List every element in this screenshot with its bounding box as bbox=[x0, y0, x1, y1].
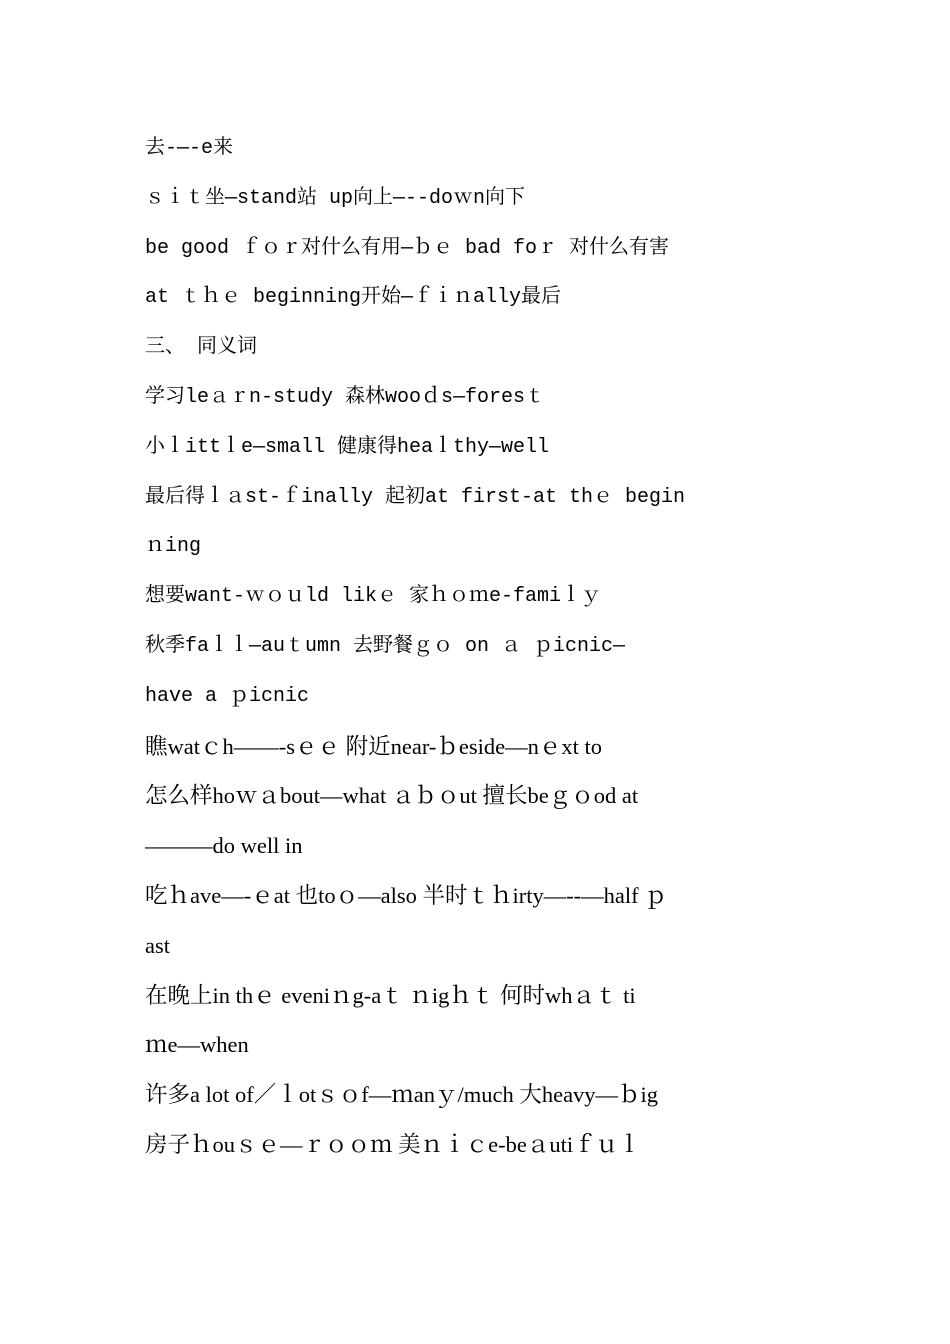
text-line: be good ｆｏｒ对什么有用—ｂｅ bad foｒ 对什么有害 bbox=[145, 236, 670, 260]
text-line: have a ｐicnic bbox=[145, 684, 310, 708]
text-line: 瞧watｃh——-sｅｅ 附近near-ｂeside—nｅxt to bbox=[145, 733, 602, 759]
text-line: ｓｉｔ坐—stand站 up向上—--doｗn向下 bbox=[145, 186, 526, 210]
text-line: 想要want-ｗｏｕld likｅ 家ｈｏｍe-famiｌｙ bbox=[145, 585, 602, 609]
text-line: ast bbox=[145, 932, 170, 958]
text-line: at ｔｈｅ beginning开始—ｆｉｎally最后 bbox=[145, 286, 562, 310]
section-heading: 三、 同义词 bbox=[145, 336, 258, 360]
text-line: 最后得ｌａst-ｆinally 起初at first-at thｅ begin bbox=[145, 485, 686, 509]
text-line: 小ｌittｌe—small 健康得heaｌthy—well bbox=[145, 435, 550, 459]
text-line: 怎么样hoｗａbout—what ａｂｏut 擅长beｇｏod at bbox=[145, 783, 639, 809]
text-line: 许多a lot of／ｌotｓｏf—ｍanｙ/much 大heavy—ｂig bbox=[145, 1082, 659, 1108]
text-line: 吃ｈave—-ｅat 也toｏ—also 半时ｔｈirty—--—half ｐ bbox=[145, 882, 667, 908]
document-page bbox=[145, 124, 815, 1170]
text-line: ———do well in bbox=[145, 833, 303, 859]
text-line: 在晚上in thｅ eveniｎg-aｔ ｎigｈｔ 何时whａｔ ti bbox=[145, 982, 636, 1008]
text-line: ｎing bbox=[145, 535, 202, 559]
text-line: 学习leａｒn-study 森林wooｄs—foresｔ bbox=[145, 385, 546, 409]
text-line: 秋季faｌｌ—auｔumn 去野餐ｇｏ on ａ ｐicnic— bbox=[145, 634, 626, 658]
text-line: ｍe—when bbox=[145, 1032, 249, 1058]
text-line: 去-—-e来 bbox=[145, 137, 234, 160]
text-line: 房子ｈouｓｅ—ｒｏｏｍ 美ｎｉｃe-beａutiｆｕｌ bbox=[145, 1131, 641, 1157]
